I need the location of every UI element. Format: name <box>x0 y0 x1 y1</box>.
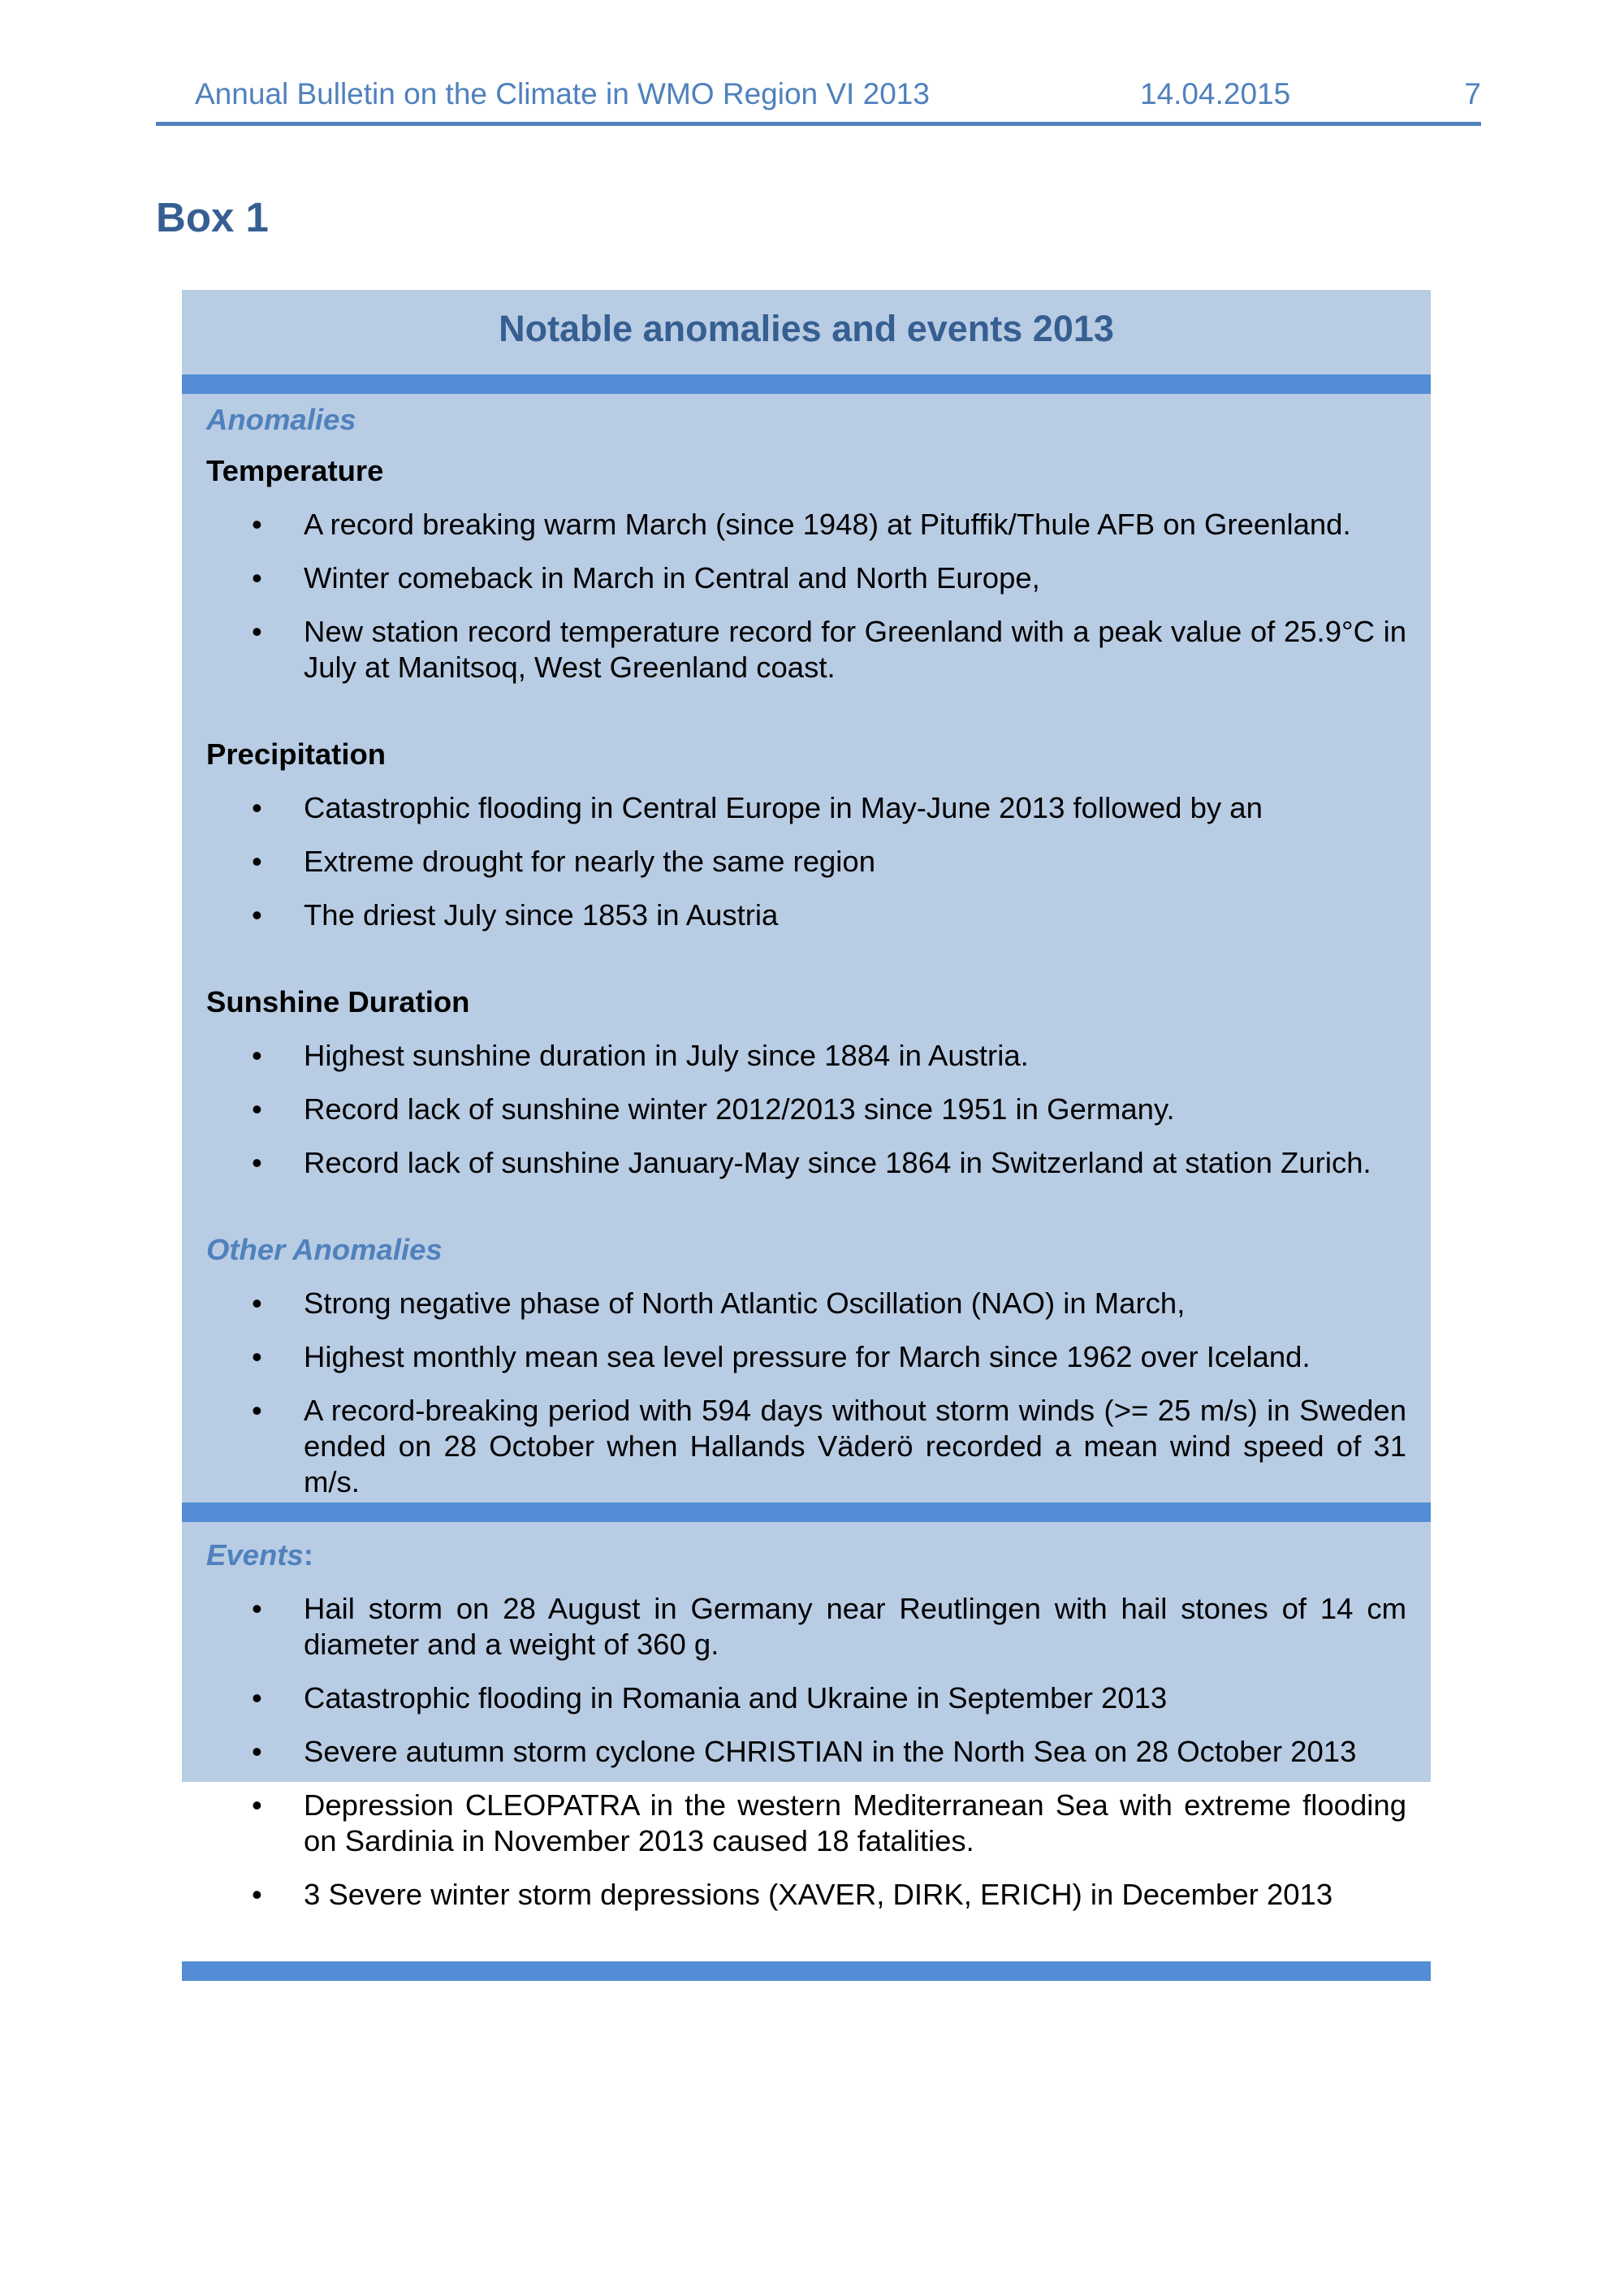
list-item: • Depression CLEOPATRA in the western Mediterranean Sea with extreme flooding on Sardinia in November 2013 caused 18 fatalities. <box>206 1788 1406 1859</box>
page-header <box>156 71 1481 126</box>
box-divider-bottom <box>182 1961 1431 1981</box>
events-list <box>206 1591 1406 1913</box>
anomalies-section <box>206 394 1406 1500</box>
page-number: 7 <box>1464 77 1481 110</box>
list-item: • Catastrophic flooding in Central Europe in May-June 2013 followed by an <box>206 790 1406 826</box>
list-item: • Extreme drought for nearly the same region <box>206 844 1406 880</box>
box-title: Notable anomalies and events 2013 <box>499 308 1114 349</box>
list-item: • A record breaking warm March (since 1948) at Pituffik/Thule AFB on Greenland. <box>206 507 1406 543</box>
list-item: • Highest sunshine duration in July since 1884 in Austria. <box>206 1038 1406 1074</box>
events-heading-label: Events <box>206 1538 304 1572</box>
list-item: • Strong negative phase of North Atlantic Oscillation (NAO) in March, <box>206 1286 1406 1321</box>
anomalies-heading: Anomalies <box>206 403 356 436</box>
list-item: • Hail storm on 28 August in Germany near Reutlingen with hail stones of 14 cm diameter and a weight of 360 g. <box>206 1591 1406 1663</box>
precipitation-list <box>206 790 1406 933</box>
list-item: • The driest July since 1853 in Austria <box>206 897 1406 933</box>
other-anomalies-heading: Other Anomalies <box>206 1233 443 1266</box>
box-divider-top <box>182 374 1431 394</box>
precipitation-heading: Precipitation <box>206 737 387 771</box>
list-item: • Catastrophic flooding in Romania and Ukraine in September 2013 <box>206 1680 1406 1716</box>
sunshine-list <box>206 1038 1406 1181</box>
list-item: • Highest monthly mean sea level pressure for March since 1962 over Iceland. <box>206 1339 1406 1375</box>
list-item: • 3 Severe winter storm depressions (XAVER, DIRK, ERICH) in December 2013 <box>206 1877 1406 1913</box>
list-item: • Severe autumn storm cyclone CHRISTIAN in the North Sea on 28 October 2013 <box>206 1734 1406 1770</box>
list-item: • Record lack of sunshine winter 2012/2013 since 1951 in Germany. <box>206 1092 1406 1127</box>
events-heading <box>206 1537 1406 1573</box>
list-item: • New station record temperature record for Greenland with a peak value of 25.9°C in July at Manitsoq, West Greenland coast. <box>206 614 1406 685</box>
list-item: • A record-breaking period with 594 days without storm winds (>= 25 m/s) in Sweden ended on 28 October when Hallands Väderö recorded a mean wind speed of 31 m/s. <box>206 1393 1406 1500</box>
box-label: Box 1 <box>156 194 269 240</box>
list-item: • Winter comeback in March in Central and North Europe, <box>206 560 1406 596</box>
events-section <box>206 1522 1406 1913</box>
document-date: 14.04.2015 <box>1140 77 1291 110</box>
events-heading-colon: : <box>303 1538 313 1572</box>
box-divider-middle <box>182 1503 1431 1522</box>
document-title: Annual Bulletin on the Climate in WMO Region VI 2013 <box>195 77 930 110</box>
temperature-heading: Temperature <box>206 454 384 487</box>
notable-anomalies-box <box>182 290 1431 1911</box>
sunshine-heading: Sunshine Duration <box>206 985 470 1018</box>
list-item: • Record lack of sunshine January-May since 1864 in Switzerland at station Zurich. <box>206 1145 1406 1181</box>
temperature-list <box>206 507 1406 685</box>
other-anomalies-list <box>206 1286 1406 1500</box>
